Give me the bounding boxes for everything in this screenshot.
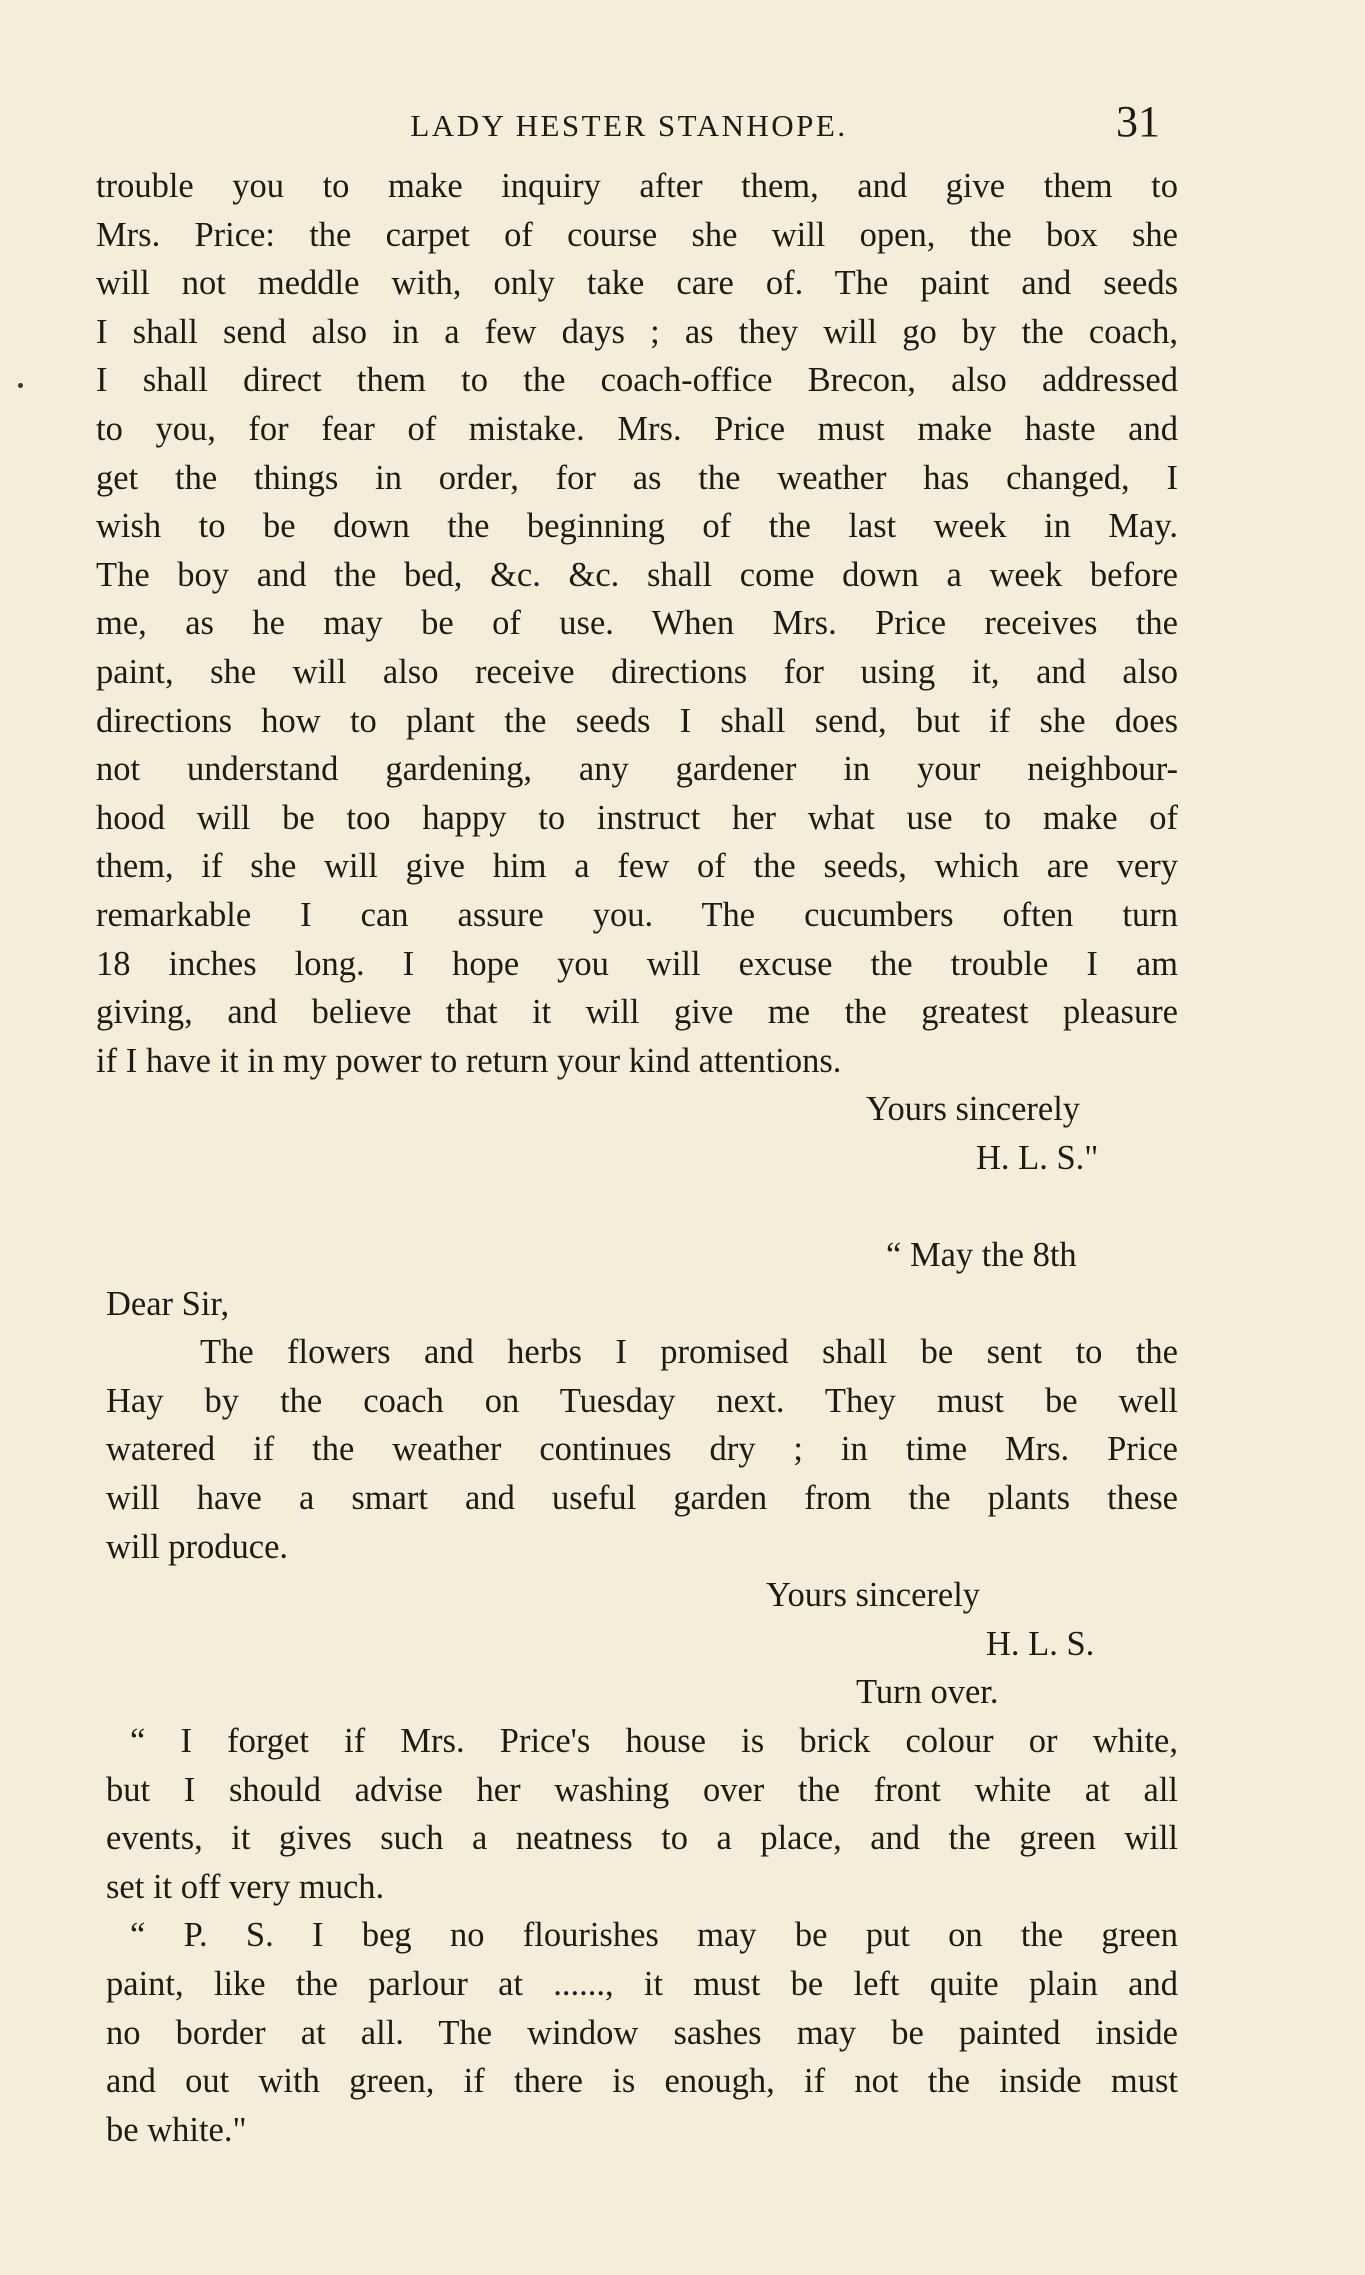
text-line: not understand gardening, any gardener in your neighbour-: [96, 750, 1178, 789]
text-line: be white.": [106, 2110, 247, 2149]
letter-2: [106, 1231, 1178, 1717]
text-line: Mrs. Price: the carpet of course she will open, the box she: [96, 215, 1178, 254]
text-line: events, it gives such a neatness to a place, and the green will: [106, 1819, 1178, 1858]
text-line: will produce.: [106, 1527, 289, 1566]
text-line: get the things in order, for as the weather has changed, I: [96, 458, 1178, 497]
text-line: but I should advise her washing over the front white at all: [106, 1770, 1178, 1809]
stray-ink-dot: [18, 383, 23, 388]
text-line: directions how to plant the seeds I shall send, but if she does: [96, 701, 1178, 740]
text-line: “ P. S. I beg no flourishes may be put on the green: [130, 1916, 1178, 1955]
text-line: if I have it in my power to return your kind attentions.: [96, 1041, 842, 1080]
text-line: will not meddle with, only take care of. The paint and seeds: [96, 264, 1178, 303]
letter-date: “ May the 8th: [886, 1236, 1077, 1275]
text-line: will have a smart and useful garden from the plants these: [106, 1479, 1178, 1518]
turn-over-note: Turn over.: [856, 1673, 999, 1712]
page-number: 31: [1116, 97, 1160, 146]
letter-signature: H. L. S.": [976, 1138, 1099, 1177]
postscript-1: [106, 1717, 1178, 1911]
text-line: I shall send also in a few days ; as they will go by the coach,: [96, 312, 1178, 351]
text-line: 18 inches long. I hope you will excuse the trouble I am: [96, 944, 1178, 983]
text-line: paint, like the parlour at ......, it must be left quite plain and: [106, 1964, 1178, 2003]
letter-1: [96, 162, 1178, 1182]
page-header: [98, 96, 1160, 156]
text-line: hood will be too happy to instruct her what use to make of: [96, 798, 1178, 837]
text-line: me, as he may be of use. When Mrs. Price receives the: [96, 604, 1178, 643]
text-line: “ I forget if Mrs. Price's house is brick colour or white,: [130, 1722, 1178, 1760]
text-line: wish to be down the beginning of the last week in May.: [96, 507, 1178, 546]
text-line: I shall direct them to the coach-office Brecon, also addressed: [96, 361, 1178, 400]
letter-salutation: Dear Sir,: [106, 1284, 230, 1323]
letter-closing: Yours sincerely: [866, 1090, 1081, 1129]
letter-signature: H. L. S.: [986, 1624, 1095, 1663]
text-line: paint, she will also receive directions for using it, and also: [96, 652, 1178, 691]
text-line: The boy and the bed, &c. &c. shall come down a week before: [96, 555, 1178, 594]
text-line: remarkable I can assure you. The cucumbers often turn: [96, 895, 1178, 934]
text-line: set it off very much.: [106, 1867, 385, 1906]
postscript-2: [106, 1911, 1178, 2154]
running-head: LADY HESTER STANHOPE.: [410, 108, 848, 143]
letter-closing: Yours sincerely: [766, 1576, 981, 1615]
text-line: watered if the weather continues dry ; in time Mrs. Price: [106, 1430, 1178, 1469]
text-line: to you, for fear of mistake. Mrs. Price must make haste and: [96, 409, 1178, 448]
text-line: them, if she will give him a few of the seeds, which are very: [96, 847, 1178, 886]
text-line: trouble you to make inquiry after them, and give them to: [96, 167, 1178, 205]
text-line: Hay by the coach on Tuesday next. They must be well: [106, 1381, 1178, 1420]
text-line: The flowers and herbs I promised shall be sent to the: [200, 1333, 1178, 1372]
text-line: giving, and believe that it will give me the greatest pleasure: [96, 993, 1178, 1032]
text-line: and out with green, if there is enough, if not the inside must: [106, 2062, 1178, 2101]
body-text: [96, 162, 1178, 2154]
blank-line: [96, 1182, 1178, 1231]
text-line: no border at all. The window sashes may be painted inside: [106, 2013, 1178, 2052]
